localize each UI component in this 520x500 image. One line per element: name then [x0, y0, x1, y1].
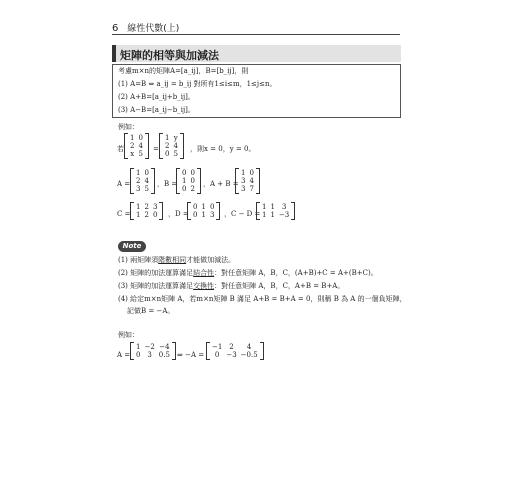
definition-line: (2) A+B=[a_ij+b_ij]。 [118, 93, 195, 101]
matrix-entry: 0 [165, 150, 170, 158]
matrix-entry: 0 [193, 203, 198, 211]
matrix-bracket-right [151, 168, 155, 194]
matrix-bracket-left [206, 342, 210, 360]
matrix-entry: 7 [249, 185, 254, 193]
matrix-entry: 0 [182, 169, 187, 177]
matrix-entry: 5 [138, 150, 143, 158]
matrix-bracket-right [159, 202, 163, 220]
matrix [125, 133, 148, 159]
matrix-entry: 0 [214, 351, 220, 359]
matrix-entry: 0 [209, 203, 215, 211]
matrix-entry: 1 [136, 343, 141, 351]
matrix-entry: 0 [190, 169, 195, 177]
definition-line: (1) A=B ⇔ a_ij = b_ij 對所有1≤i≤m，1≤j≤n。 [118, 80, 277, 88]
example-label: 例如： [118, 331, 139, 339]
equals-sign: = [153, 145, 159, 153]
matrix-bracket-left [124, 133, 128, 159]
matrix-entry: 4 [138, 142, 143, 150]
matrix-entry: 2 [136, 177, 141, 185]
matrix-bracket-left [176, 168, 180, 194]
matrix-entry: −3 [278, 211, 290, 219]
matrix-entry: 4 [173, 142, 178, 150]
matrix-entry: 1 [136, 203, 141, 211]
matrix-label: ，B = [157, 180, 178, 188]
matrix-bracket-right [256, 168, 260, 194]
page-number: 6 [112, 23, 119, 34]
matrix-entry: 3 [147, 351, 152, 359]
example-text: 若 [117, 145, 124, 153]
matrix-entry: 2 [229, 343, 234, 351]
matrix-entry: 2 [130, 142, 135, 150]
matrix-bracket-left [130, 168, 134, 194]
example-text: ，則x = 0，y = 0。 [190, 145, 256, 153]
matrix-entry: 4 [249, 177, 254, 185]
matrix-entry: −2 [144, 343, 155, 351]
matrix [160, 133, 183, 159]
matrix-entry: 5 [144, 185, 149, 193]
matrix-entry: 0 [249, 169, 254, 177]
matrix-entry: 1 [201, 211, 206, 219]
matrix-entry: 2 [144, 203, 149, 211]
matrix [131, 342, 175, 360]
note-item: (3) 矩陣的加法運算滿足交換性：對任意矩陣 A，B，C，A+B = B+A。 [118, 282, 345, 290]
matrix [177, 168, 200, 194]
matrix [236, 168, 259, 194]
matrix-entry: 1 [262, 211, 267, 219]
matrix-entry: 0 [152, 211, 158, 219]
matrix-entry: y [173, 134, 178, 142]
matrix-bracket-right [180, 133, 184, 159]
matrix-entry: 2 [190, 185, 195, 193]
running-header [112, 21, 179, 34]
matrix-label: ⇒ −A = [177, 351, 205, 359]
matrix-label: ，A + B = [203, 180, 239, 188]
matrix-entry: 0 [138, 134, 143, 142]
matrix-label: A = [117, 180, 131, 188]
matrix-bracket-left [235, 168, 239, 194]
note-badge: Note [118, 241, 146, 252]
matrix-entry: 0 [190, 177, 195, 185]
matrix-entry: 1 [130, 134, 135, 142]
matrix-entry: 1 [201, 203, 206, 211]
matrix-entry: 3 [281, 203, 287, 211]
matrix-entry: 1 [262, 203, 267, 211]
matrix-entry: 1 [136, 211, 141, 219]
book-title: 線性代數(上) [127, 24, 180, 34]
definition-line: (3) A−B=[a_ij−b_ij]。 [118, 106, 195, 114]
matrix-bracket-right [260, 342, 264, 360]
matrix-entry: 1 [182, 177, 187, 185]
matrix-entry: 0.5 [158, 351, 170, 359]
matrix-entry: −4 [159, 343, 170, 351]
matrix-entry: 0 [144, 169, 149, 177]
matrix-entry: 1 [165, 134, 170, 142]
matrix-entry: 0 [136, 351, 141, 359]
example-label: 例如： [118, 123, 139, 131]
matrix-entry: 3 [241, 177, 246, 185]
matrix-bracket-left [130, 342, 134, 360]
matrix [257, 202, 294, 220]
matrix [207, 342, 263, 360]
note-item: (4) 給定m×n矩陣 A，若m×n矩陣 B 滿足 A+B = B+A = 0，則稱 B 為 A 的一個負矩陣， [118, 295, 407, 303]
matrix-label: ，D = [168, 210, 189, 218]
matrix-bracket-left [130, 202, 134, 220]
matrix-entry: x [130, 150, 135, 158]
matrix [188, 202, 219, 220]
matrix-entry: 1 [136, 169, 141, 177]
matrix-bracket-right [145, 133, 149, 159]
matrix-bracket-left [159, 133, 163, 159]
section-title: 矩陣的相等與加減法 [120, 49, 219, 62]
matrix-entry: −1 [212, 343, 223, 351]
matrix-bracket-left [256, 202, 260, 220]
matrix-entry: 4 [144, 177, 149, 185]
matrix-bracket-right [291, 202, 295, 220]
matrix-label: C = [117, 210, 131, 218]
matrix-entry: 3 [136, 185, 141, 193]
note-item: (2) 矩陣的加法運算滿足結合性：對任意矩陣 A，B，C，(A+B)+C = A+(B+C)。 [118, 269, 378, 277]
matrix [131, 202, 162, 220]
matrix-entry: 0 [182, 185, 187, 193]
matrix-entry: −3 [226, 351, 237, 359]
matrix-bracket-right [197, 168, 201, 194]
matrix-entry: 0 [193, 211, 198, 219]
matrix-bracket-right [172, 342, 176, 360]
matrix [131, 168, 154, 194]
matrix-label: ，C − D = [224, 210, 261, 218]
matrix-entry: 4 [246, 343, 252, 351]
definition-line: 考慮m×n的矩陣A=[a_ij]，B=[b_ij]，則 [118, 67, 249, 75]
matrix-entry: 3 [209, 211, 215, 219]
matrix-entry: −0.5 [240, 351, 258, 359]
matrix-entry: 2 [144, 211, 149, 219]
header-rule [112, 34, 400, 35]
matrix-bracket-left [187, 202, 191, 220]
matrix-entry: 1 [270, 211, 275, 219]
matrix-entry: 1 [241, 169, 246, 177]
matrix-bracket-right [216, 202, 220, 220]
matrix-label: A = [117, 351, 131, 359]
matrix-entry: 3 [241, 185, 246, 193]
matrix-entry: 5 [173, 150, 178, 158]
note-item: 記做B = −A。 [127, 307, 175, 315]
matrix-entry: 2 [165, 142, 170, 150]
note-item: (1) 兩矩陣須階數相同才能做加減法。 [118, 256, 236, 264]
matrix-entry: 1 [270, 203, 275, 211]
matrix-entry: 3 [152, 203, 158, 211]
